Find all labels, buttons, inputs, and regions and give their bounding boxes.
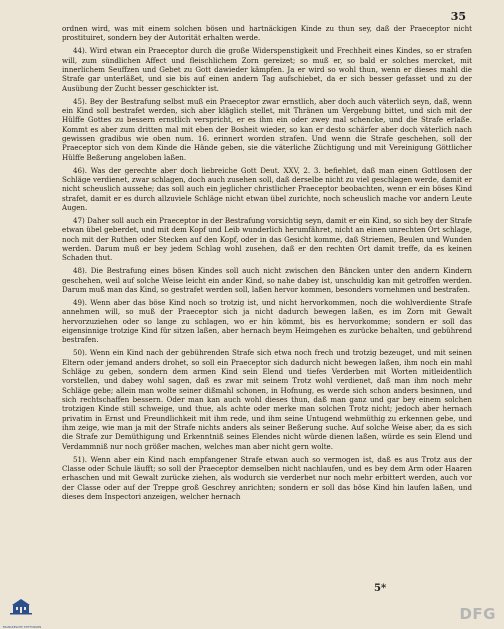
paragraph-43-continuation: ordnen wird, was mit einem solchen bösen und hartnäckigen Kinde zu thun sey, daß der Praeceptor nicht prostituiret, sondern bey der Autorität erhalten werde. (62, 24, 472, 43)
text-body (62, 24, 472, 505)
franckesche-stiftungen-logo (4, 597, 38, 623)
paragraph-45: 45). Bey der Bestrafung selbst muß ein Praeceptor zwar ernstlich, aber doch auch väterlich seyn, daß, wenn ein Kind soll bestrafet werden, sich aber kläglich stellet, mit Thränen um Vergebung bittet, und sich mit der Hülffe Gottes zu bessern ernstlich verspricht, er es ihm ein oder zwey mal schencke, und die Strafe erlaße. Kommt es aber zum dritten mal mit eben der Bosheit wieder, so kan er desto schärfer aber doch väterlich nach gewissen gradibus wie oben num. 16. erinnert worden strafen. Und wenn die Strafe geschehen, soll der Praeceptor sich von dem Kinde die Hände geben, sie die väterliche Züchtigung und mit Vereinigung Göttlicher Hülffe Beßerung angeloben laßen. (62, 96, 472, 162)
paragraph-48: 48). Die Bestrafung eines bösen Kindes soll auch nicht zwischen den Bäncken unter den andern Kindern geschehen, weil auf solche Weise leicht ein ander Kind, so nahe dabey ist, unschuldig kan mit getroffen werden. Darum muß man das Kind, so gestrafet werden soll, laßen hervor kommen, besonders vornehmen und bestrafen. (62, 266, 472, 294)
paragraph-51: 51). Wenn aber ein Kind nach empfangener Strafe etwan auch so vermogen ist, daß es aus Trotz aus der Classe oder Schule läufft; so soll der Praeceptor demselben nicht nachlaufen, und es bey dem Arm oder Haaren erhaschen und mit Gewalt zurücke ziehen, als wodurch sie verderbet nur noch mehr erbittert werden, auch vor der Classe oder auf der Treppe groß Geschrey anrichten; sondern er soll das böse Kind hin laufen laßen, und dieses dem Inspectori anzeigen, welcher hernach (62, 454, 472, 501)
logo-caption: FRANCKESCHE STIFTUNGEN (2, 626, 42, 629)
dfg-logo: DFG (459, 605, 496, 623)
signature-mark: 5* (374, 583, 387, 594)
franckesche-stiftungen-logo-icon (4, 597, 38, 617)
page-number: 35 (450, 10, 466, 23)
paragraph-49: 49). Wenn aber das böse Kind noch so trotzig ist, und nicht hervorkommen, noch die wohlverdiente Strafe annehmen will, so muß der Praeceptor sich ja nicht dadurch bewegen laßen, es im Zorn mit Gewalt hervorzuziehen oder so lange zu schlagen, wo er hin kömmt, bis es hervorkomme; sondern er soll das eigensinnige trotzige Kind für sitzen laßen, aber hernach beym Heimgehen es zurücke behalten, und gebührend bestrafen. (62, 297, 472, 345)
paragraph-50: 50). Wenn ein Kind nach der gebührenden Strafe sich etwa noch frech und trotzig bezeuget, und mit seinen Eltern oder jemand anders drohet, so soll ein Praeceptor sich dadurch nicht bewegen laßen, ihm noch ein mahl Schläge zu geben, sondern dem armen Kind sein Elend und tiefes Verderben mit Worten mitleidentlich vorstellen, und dabey wohl sagen, daß es zwar mit seinem Trotz wohl verdienet, daß man ihm noch mehr Schläge gebe; allein man wolte seiner dißmahl schonen, in Hofnung, es werde sich schon anders besinnen, und sich rechtschaffen bessern. Oder man kan auch wohl dieses thun, daß man ganz und gar bey einem solchen trotzigen Kinde still schweige, und thue, als achte oder merke man solchen Trotz nicht; jedoch aber hernach privatim in Ernst und Freundlichkeit mit ihm rede, und ihm seine Untugend wehmüthig zu erkennen gebe, und ihm zeige, wie man ja mit der Strafe nichts anders als seiner Beßerung suche. Auf solche Weise aber, da es sich die Strafe zur Demüthigung und Erkenntniß seines Elendes nicht würde dienen laßen, würde es sein Elend und Verdammniß nur noch größer machen, welches man aber nicht gern wolte. (62, 348, 472, 451)
paragraph-44: 44). Wird etwan ein Praeceptor durch die große Widerspenstigkeit und Frechheit eines Kindes, so er strafen will, zum sündlichen Affect und fleischlichem Zorn gereizet; so muß er, so bald er solches mercket, mit innerlichem Seuffzen und Gebet zu Gott dawieder kämpfen. Ja er wird so wohl thun, wenn er dieses mahl die Strafe gar unterläßet, und sie bis auf einen andern Tag aufschiebet, da er sich besser gefasset und zu der Ausübung der Zucht besser geschickter ist. (62, 46, 472, 93)
paragraph-47: 47) Daher soll auch ein Praeceptor in der Bestrafung vorsichtig seyn, damit er ein Kind, so sich bey der Strafe etwan übel geberdet, und mit dem Kopf und Leib wunderlich herumfähret, nicht an einen unrechten Ort schlage, noch mit der Ruthen oder Stecken auf den Kopf, oder in das Gesicht komme, daß Striemen, Beulen und Wunden werden. Darum muß er bey jedem Schlag wohl zusehen, daß er den rechten Ort damit treffe, da es keinen Schaden thut. (62, 215, 472, 263)
paragraph-46: 46). Was der gerechte aber doch liebreiche Gott Deut. XXV, 2. 3. befiehlet, daß man einen Gottlosen der Schläge verdienet, zwar schlagen, doch auch zusehen soll, daß derselbe nicht zu viel geschlagen werde, damit er nicht scheuslich aussehe; das soll auch ein jeglicher christlicher Praeceptor beobachten, wenn er ein böses Kind strafet, damit er es durch allzuviele Schläge nicht etwan übel zurichte, noch scheuslich mache vor andern Leute Augen. (62, 165, 472, 212)
